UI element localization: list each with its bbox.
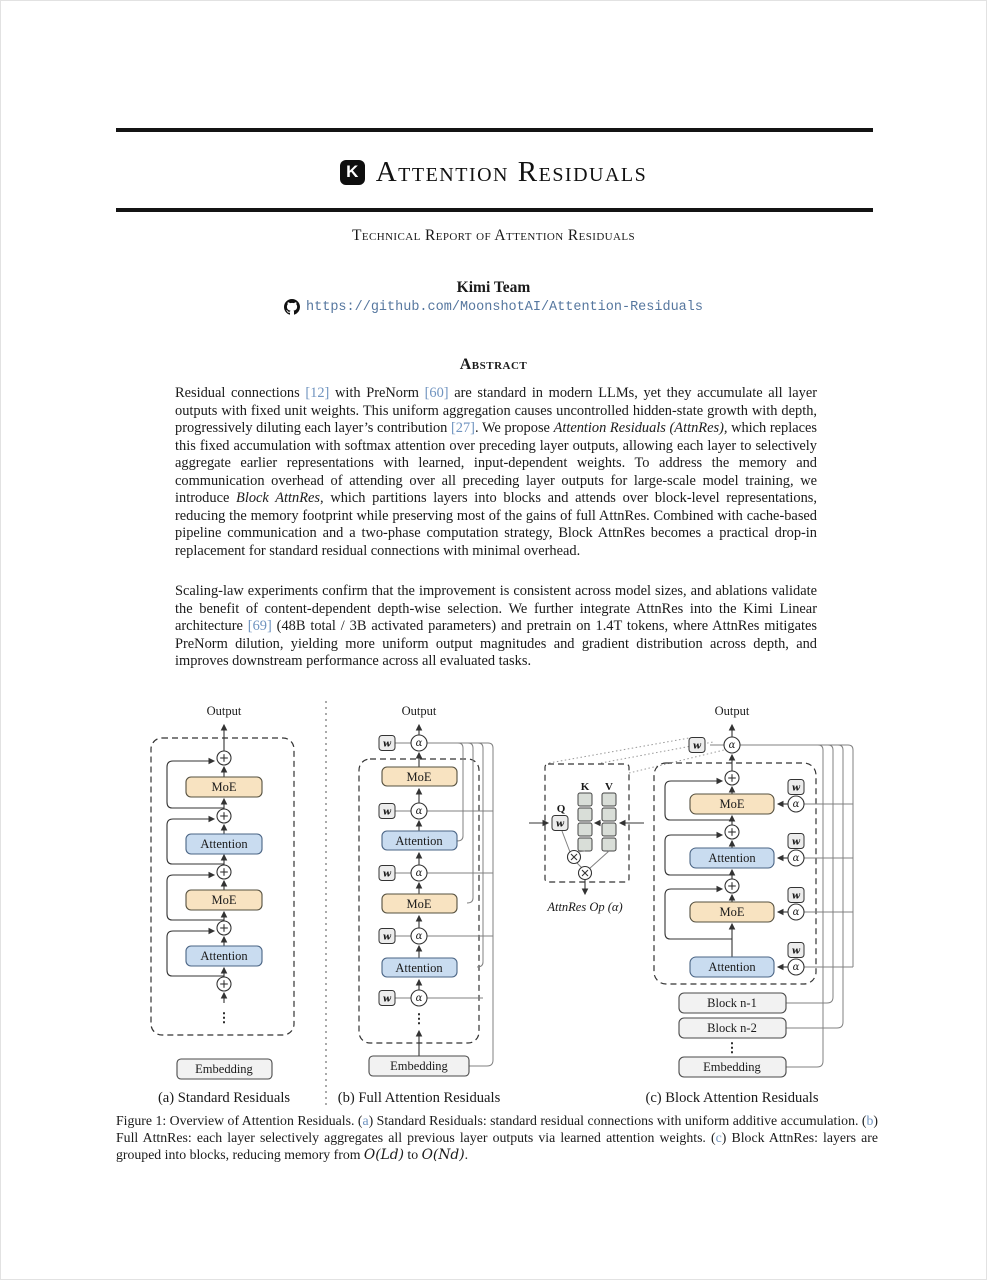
ellipsis-a: ⋮ (217, 1010, 231, 1025)
svg-text:MoE: MoE (719, 797, 745, 811)
svg-text:MoE: MoE (406, 897, 432, 911)
attention-block (382, 958, 457, 977)
github-icon (284, 299, 300, 315)
figure-caption: Figure 1: Overview of Attention Residuals. (a) Standard Residuals: standard residual connections with uniform additive accumulation. (b) Full AttnRes: each layer selectively aggregates all previous layer outputs via learned attention weights. (c) Block AttnRes: layers are grouped into blocks, reducing memory from O(Ld) to O(Nd). (116, 1113, 878, 1163)
k-stack (578, 793, 592, 851)
svg-text:MoE: MoE (719, 905, 745, 919)
abstract-heading: Abstract (459, 356, 528, 373)
svg-text:Attention: Attention (395, 834, 443, 848)
svg-text:Block n-2: Block n-2 (707, 1021, 757, 1035)
panel-b-caption: (b) Full Attention Residuals (337, 1090, 501, 1106)
output-label-c: Output (714, 704, 750, 718)
attention-block (186, 834, 262, 854)
paper-subtitle: Technical Report of Attention Residuals (352, 227, 635, 244)
attention-block (690, 848, 774, 868)
panel-a-standard-residuals (151, 704, 294, 1106)
embedding-block (679, 1057, 786, 1077)
v-label: V (605, 781, 613, 793)
figure-1 (113, 696, 883, 1114)
svg-text:Attention: Attention (200, 949, 248, 963)
title-row (1, 151, 986, 193)
attnres-op-label: AttnRes Op (α) (547, 900, 623, 914)
author-team: Kimi Team (456, 279, 531, 296)
panel-c-caption: (c) Block Attention Residuals (645, 1090, 819, 1106)
embedding-block (369, 1056, 469, 1076)
svg-text:Attention: Attention (395, 961, 443, 975)
embedding-block (177, 1059, 272, 1079)
panel-b-full-attnres (338, 704, 501, 1106)
page-title: Attention Residuals (375, 155, 648, 188)
v-stack (602, 793, 616, 851)
repo-link[interactable]: https://github.com/MoonshotAI/Attention-Residuals (306, 299, 703, 315)
output-label-a: Output (206, 704, 242, 718)
svg-text:Embedding: Embedding (195, 1062, 253, 1076)
moe-block (690, 794, 774, 814)
moe-block (186, 890, 262, 910)
svg-text:Attention: Attention (708, 960, 756, 974)
k-label: K (580, 781, 590, 793)
svg-text:MoE: MoE (211, 780, 237, 794)
svg-text:Attention: Attention (708, 851, 756, 865)
ellipsis-c: ⋮ (725, 1040, 739, 1055)
moe-block (186, 777, 262, 797)
repo-row (1, 299, 986, 315)
header-rule-top (116, 128, 873, 132)
alpha-to-block-arrows-c (778, 804, 788, 967)
attention-block (382, 831, 457, 850)
svg-text:Embedding: Embedding (390, 1059, 448, 1073)
moe-block (690, 902, 774, 922)
svg-text:Embedding: Embedding (703, 1060, 761, 1074)
panel-c-block-attnres (645, 704, 853, 1106)
q-label: Q (556, 803, 566, 815)
panel-a-caption: (a) Standard Residuals (157, 1090, 291, 1106)
kimi-logo: K (340, 160, 365, 185)
output-label-b: Output (401, 704, 437, 718)
moe-block (382, 767, 457, 786)
block-n1 (679, 993, 786, 1013)
block-n2 (679, 1018, 786, 1038)
header-rule-bottom (116, 208, 873, 212)
svg-text:MoE: MoE (406, 770, 432, 784)
abstract-paragraph-1: Residual connections [12] with PreNorm [60] are standard in modern LLMs, yet they accumulate all layer outputs with fixed unit weights. This uniform aggregation causes uncontrolled hidden-state growth with depth, progressively diluting each layer’s contribution [27]. We propose Attention Residuals (AttnRes), which replaces this fixed accumulation with softmax attention over preceding layer outputs, allowing each layer to selectively aggregate earlier representations with learned, input-dependent weights. To address the memory and communication overhead of attending over all preceding layer outputs for large-scale model training, we introduce Block AttnRes, which partitions layers into blocks and attends over block-level representations, reducing the memory footprint while preserving most of the gains of full AttnRes. Combined with cache-based pipeline communication and a two-phase computation strategy, Block AttnRes becomes a practical drop-in replacement for standard residual connections with minimal overhead. (175, 385, 818, 559)
attnres-op-inset (529, 738, 724, 914)
abstract-paragraph-2: Scaling-law experiments confirm that the improvement is consistent across model sizes, and ablations validate the benefit of content-dependent depth-wise selection. We further integrate AttnRes into the Kimi Linear architecture [69] (48B total / 3B activated parameters) and pretrain on 1.4T tokens, where AttnRes mitigates PreNorm dilution, yielding more uniform output magnitudes and gradient distribution across depth, and improves downstream performance across all evaluated tasks. (175, 583, 817, 669)
svg-text:Attention: Attention (200, 837, 248, 851)
svg-text:Block n-1: Block n-1 (707, 996, 757, 1010)
moe-block (382, 894, 457, 913)
attention-block (186, 946, 262, 966)
ellipsis-b: ⋮ (412, 1011, 426, 1026)
attention-block (690, 957, 774, 977)
svg-text:MoE: MoE (211, 893, 237, 907)
